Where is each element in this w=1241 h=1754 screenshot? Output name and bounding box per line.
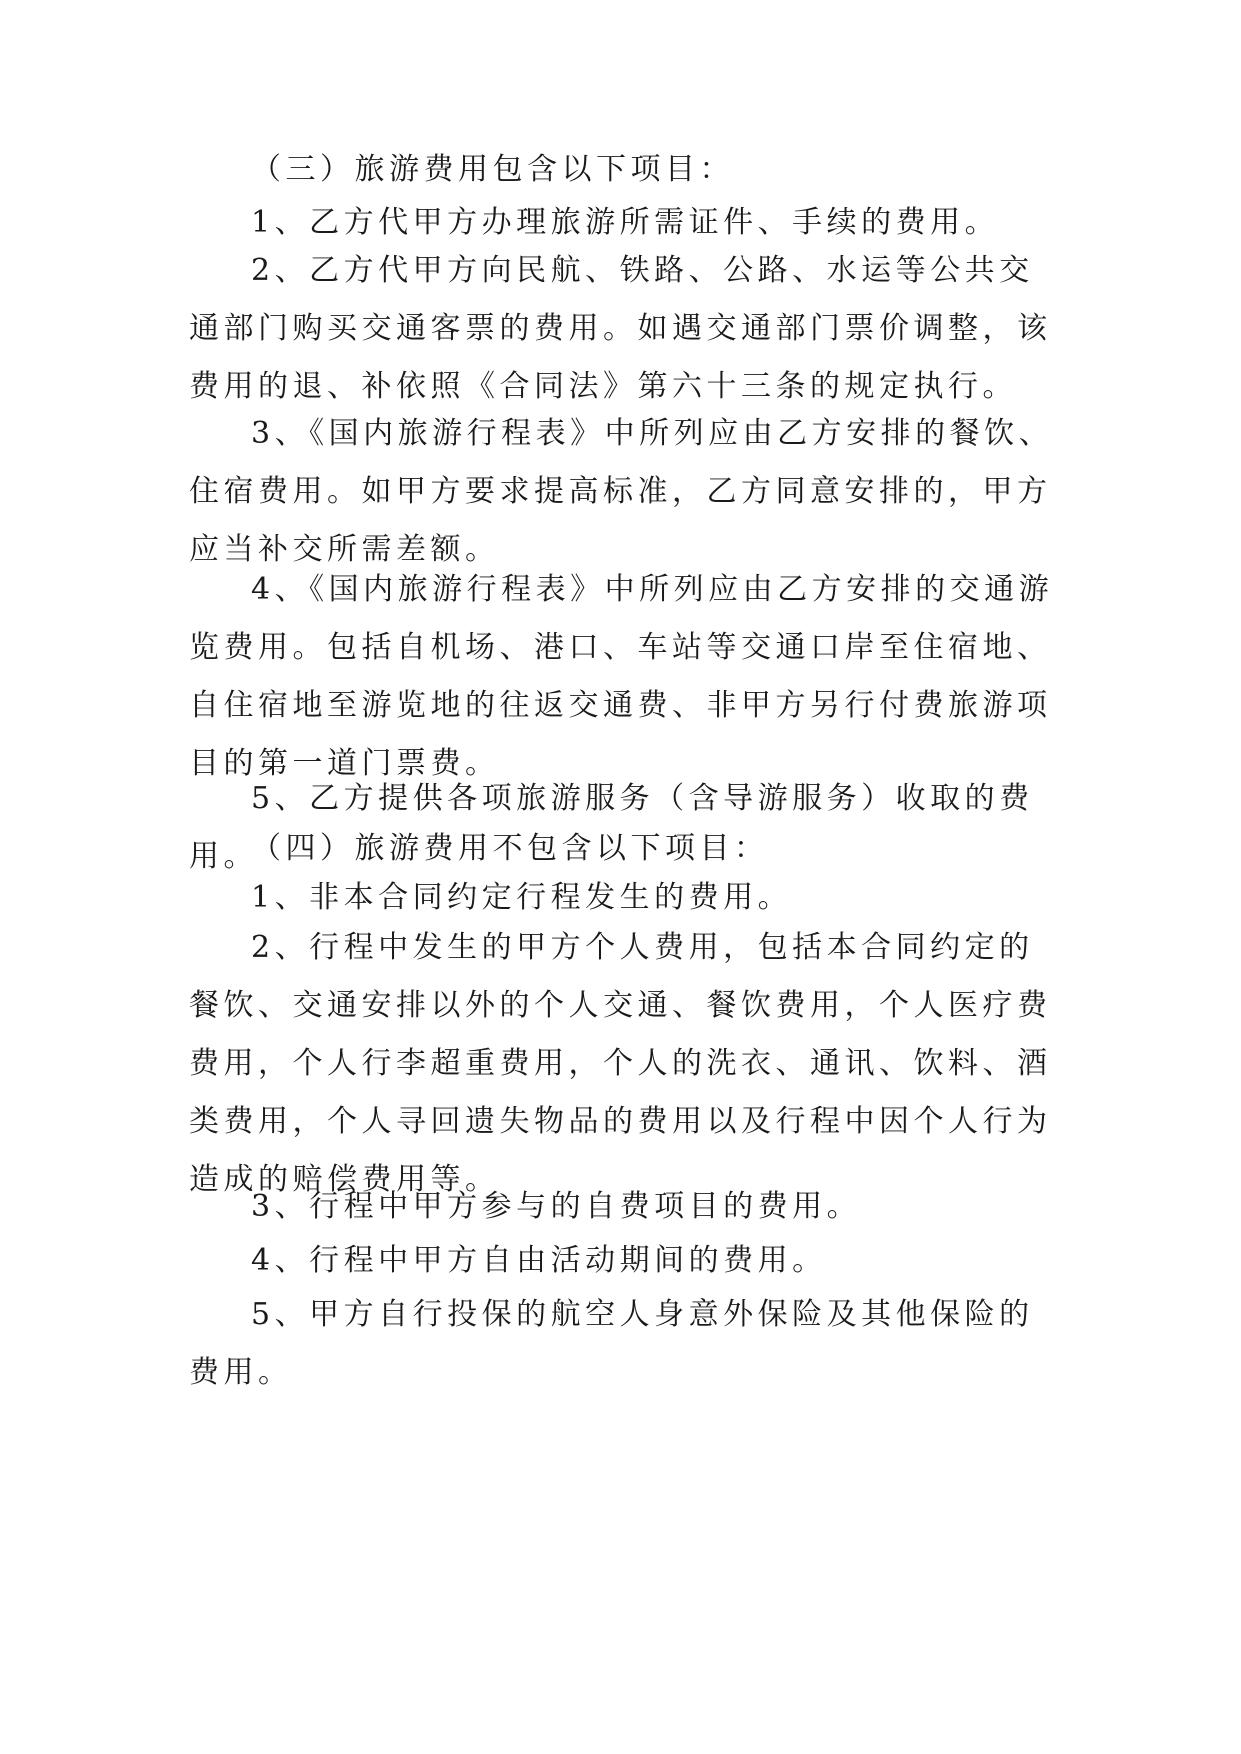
section-4-item-4: 4、行程中甲方自由活动期间的费用。 — [251, 1243, 827, 1278]
section-3-item-5: 5、乙方提供各项旅游服务（含导游服务）收取的费用。 — [189, 781, 1034, 874]
section-3-item-1: 1、乙方代甲方办理旅游所需证件、手续的费用。 — [251, 205, 1000, 240]
section-3-item-4: 4、《国内旅游行程表》中所列应由乙方安排的交通游览费用。包括自机场、港口、车站等交通口岸至住宿地、自住宿地至游览地的往返交通费、非甲方另行付费旅游项目的第一道门票费。 — [189, 572, 1054, 781]
section-4-item-3: 3、行程中甲方参与的自费项目的费用。 — [251, 1189, 862, 1224]
section-3-item-2: 2、乙方代甲方向民航、铁路、公路、水运等公共交通部门购买交通客票的费用。如遇交通部门票价调整，该费用的退、补依照《合同法》第六十三条的规定执行。 — [189, 253, 1052, 404]
section-3-heading: （三）旅游费用包含以下项目： — [251, 152, 734, 187]
section-4-item-1: 1、非本合同约定行程发生的费用。 — [251, 880, 793, 915]
section-3-item-3: 3、《国内旅游行程表》中所列应由乙方安排的餐饮、住宿费用。如甲方要求提高标准，乙方同意安排的，甲方应当补交所需差额。 — [189, 416, 1054, 567]
section-4-item-5: 5、甲方自行投保的航空人身意外保险及其他保险的费用。 — [189, 1297, 1034, 1390]
section-4-item-2: 2、行程中发生的甲方个人费用，包括本合同约定的餐饮、交通安排以外的个人交通、餐饮费用，个人医疗费费用，个人行李超重费用，个人的洗衣、通讯、饮料、酒类费用，个人寻回遗失物品的费用以及行程中因个人行为造成的赔偿费用等。 — [189, 930, 1052, 1197]
section-4-heading: （四）旅游费用不包含以下项目： — [251, 831, 769, 866]
